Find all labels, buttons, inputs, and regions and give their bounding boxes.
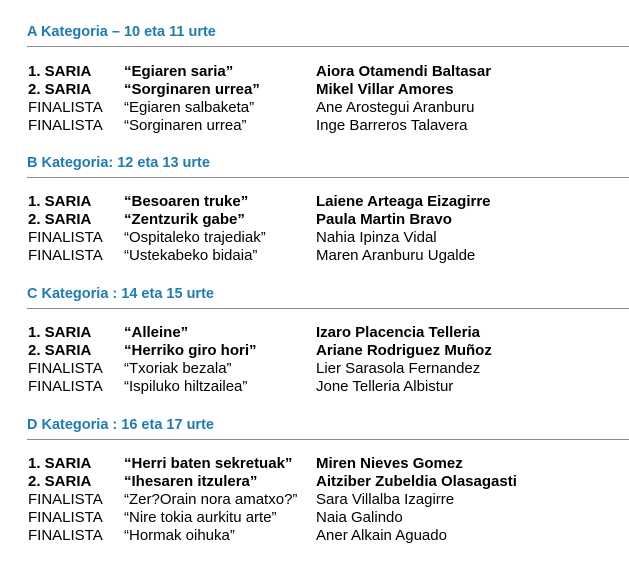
award-row: [0, 229, 629, 247]
work-title: “Txoriak bezala”: [124, 360, 232, 377]
award-rank: FINALISTA: [28, 360, 103, 377]
author-name: Ariane Rodriguez Muñoz: [316, 342, 492, 359]
work-title: “Ustekabeko bidaia”: [124, 247, 258, 264]
work-title: “Ispiluko hiltzailea”: [124, 378, 248, 395]
work-title: “Egiaren salbaketa”: [124, 99, 255, 116]
author-name: Nahia Ipinza Vidal: [316, 229, 437, 246]
award-rank: 1. SARIA: [28, 455, 92, 472]
award-row: [0, 63, 629, 81]
author-name: Aiora Otamendi Baltasar: [316, 63, 492, 80]
author-name: Aner Alkain Aguado: [316, 527, 447, 544]
award-row: [0, 99, 629, 117]
category-title: C Kategoria : 14 eta 15 urte: [27, 286, 214, 302]
award-row: [0, 247, 629, 265]
award-rank: FINALISTA: [28, 527, 103, 544]
award-rank: FINALISTA: [28, 247, 103, 264]
award-row: [0, 117, 629, 135]
author-name: Laiene Arteaga Eizagirre: [316, 193, 491, 210]
award-row: [0, 509, 629, 527]
author-name: Izaro Placencia Telleria: [316, 324, 480, 341]
work-title: “Hormak oihuka”: [124, 527, 235, 544]
award-row: [0, 473, 629, 491]
award-row: [0, 455, 629, 473]
author-name: Ane Arostegui Aranburu: [316, 99, 475, 116]
award-row: [0, 360, 629, 378]
author-name: Naia Galindo: [316, 509, 403, 526]
work-title: “Herri baten sekretuak”: [124, 455, 293, 472]
author-name: Inge Barreros Talavera: [316, 117, 468, 134]
award-rank: FINALISTA: [28, 491, 103, 508]
award-rank: FINALISTA: [28, 117, 103, 134]
author-name: Mikel Villar Amores: [316, 81, 454, 98]
work-title: “Sorginaren urrea”: [124, 117, 247, 134]
work-title: “Sorginaren urrea”: [124, 81, 260, 98]
work-title: “Ospitaleko trajediak”: [124, 229, 266, 246]
award-rank: FINALISTA: [28, 99, 103, 116]
work-title: “Alleine”: [124, 324, 189, 341]
category-divider: [27, 46, 629, 47]
category-divider: [27, 308, 629, 309]
category-title: B Kategoria: 12 eta 13 urte: [27, 155, 210, 171]
category-title: A Kategoria – 10 eta 11 urte: [27, 24, 216, 40]
award-row: [0, 81, 629, 99]
category-title: D Kategoria : 16 eta 17 urte: [27, 417, 214, 433]
award-row: [0, 342, 629, 360]
award-row: [0, 527, 629, 545]
award-row: [0, 211, 629, 229]
award-row: [0, 324, 629, 342]
award-row: [0, 491, 629, 509]
work-title: “Zer?Orain nora amatxo?”: [124, 491, 298, 508]
award-rank: 2. SARIA: [28, 473, 92, 490]
author-name: Lier Sarasola Fernandez: [316, 360, 481, 377]
work-title: “Nire tokia aurkitu arte”: [124, 509, 277, 526]
author-name: Sara Villalba Izagirre: [316, 491, 455, 508]
award-rank: 2. SARIA: [28, 342, 92, 359]
award-rank: FINALISTA: [28, 229, 103, 246]
award-rank: 2. SARIA: [28, 211, 92, 228]
author-name: Maren Aranburu Ugalde: [316, 247, 476, 264]
author-name: Jone Telleria Albistur: [316, 378, 454, 395]
award-rank: 1. SARIA: [28, 63, 92, 80]
author-name: Aitziber Zubeldia Olasagasti: [316, 473, 517, 490]
work-title: “Zentzurik gabe”: [124, 211, 245, 228]
award-rank: 1. SARIA: [28, 324, 92, 341]
author-name: Paula Martin Bravo: [316, 211, 452, 228]
author-name: Miren Nieves Gomez: [316, 455, 463, 472]
award-row: [0, 378, 629, 396]
work-title: “Ihesaren itzulera”: [124, 473, 258, 490]
award-rank: FINALISTA: [28, 509, 103, 526]
category-divider: [27, 177, 629, 178]
award-row: [0, 193, 629, 211]
work-title: “Besoaren truke”: [124, 193, 249, 210]
award-rank: FINALISTA: [28, 378, 103, 395]
award-rank: 2. SARIA: [28, 81, 92, 98]
work-title: “Herriko giro hori”: [124, 342, 257, 359]
award-rank: 1. SARIA: [28, 193, 92, 210]
category-divider: [27, 439, 629, 440]
work-title: “Egiaren saria”: [124, 63, 234, 80]
